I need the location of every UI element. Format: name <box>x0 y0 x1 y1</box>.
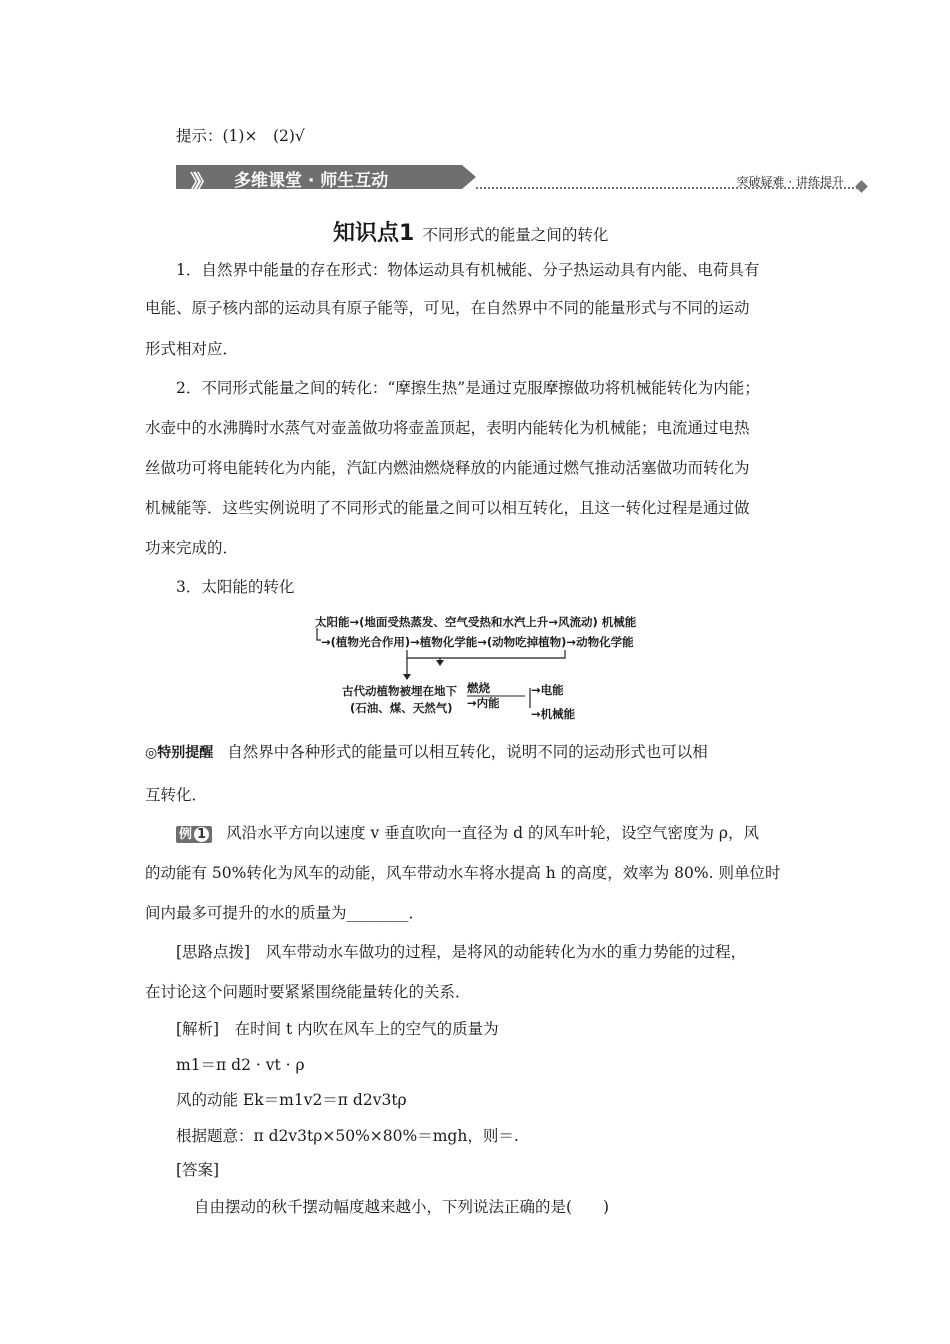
answer-label: [答案] <box>176 1161 220 1179</box>
banner-subtitle: 突破疑难 · 讲练提升 <box>736 175 844 189</box>
banner-bar <box>176 165 462 194</box>
para2-line5: 功来完成的． <box>145 539 239 557</box>
para1-line1: 1．自然界中能量的存在形式：物体运动具有机械能、分子热运动具有内能、电荷具有 <box>176 261 760 279</box>
target-icon: ◎ <box>145 745 158 761</box>
diamond-icon <box>855 180 868 193</box>
thinking-line2: 在讨论这个问题时要紧紧围绕能量转化的关系． <box>145 983 471 1001</box>
example-badge-label: 例 <box>179 827 193 842</box>
analysis-formula2: 风的动能 Ek＝m1v2＝π d2v3tρ <box>176 1091 407 1109</box>
para2-line3: 丝做功可将电能转化为内能，汽缸内燃油燃烧释放的内能通过燃气推动活塞做功而转化为 <box>145 459 750 477</box>
special-tip-line1 <box>145 742 815 763</box>
thinking-line1: [思路点拨] 风车带动水车做功的过程，是将风的动能转化为水的重力势能的过程， <box>176 943 747 961</box>
para1-line3: 形式相对应． <box>145 340 239 358</box>
para1-line2: 电能、原子核内部的运动具有原子能等，可见，在自然界中不同的能量形式与不同的运动 <box>145 299 750 317</box>
hint-line: 提示：(1)× (2)√ <box>176 127 305 145</box>
analysis-line1: [解析] 在时间 t 内吹在风车上的空气的质量为 <box>176 1020 499 1038</box>
banner-title: 多维课堂 · 师生互动 <box>234 171 389 191</box>
analysis-formula1: m1＝π d2 · vt · ρ <box>176 1056 305 1074</box>
example-badge <box>176 826 212 843</box>
para2-line2: 水壶中的水沸腾时水蒸气对壶盖做功将壶盖顶起，表明内能转化为机械能；电流通过电热 <box>145 419 750 437</box>
diagram-internal-energy: →内能 <box>467 696 500 710</box>
chevron-right-icon: 》》 <box>190 170 208 194</box>
knowledge-point-title: 不同形式的能量之间的转化 <box>422 226 609 244</box>
diagram-mechanical-energy: →机械能 <box>531 707 576 721</box>
para3-heading: 3．太阳能的转化 <box>176 578 295 596</box>
example-line2: 的动能有 50%转化为风车的动能，风车带动水车将水提高 h 的高度，效率为 80%. 则单位时 <box>145 864 781 882</box>
special-tip-line2: 互转化． <box>145 786 208 804</box>
para2-line4: 机械能等．这些实例说明了不同形式的能量之间可以相互转化，且这一转化过程是通过做 <box>145 499 750 517</box>
knowledge-point-label: 知识点1 <box>333 221 415 246</box>
analysis-formula3: 根据题意：π d2v3tρ×50%×80%＝mgh，则＝. <box>176 1127 519 1145</box>
diagram-fossil-line2: (石油、煤、天然气) <box>350 701 453 715</box>
diagram-burn-label: 燃烧 <box>467 681 490 695</box>
section-banner <box>176 165 866 193</box>
question-text: 自由摆动的秋千摆动幅度越来越小，下列说法正确的是( ) <box>194 1198 610 1216</box>
solar-energy-diagram <box>315 612 675 724</box>
example-text: 风沿水平方向以速度 v 垂直吹向一直径为 d 的风车叶轮，设空气密度为 ρ，风 <box>226 824 759 842</box>
example-line1 <box>176 823 846 843</box>
diagram-row1: 太阳能→(地面受热蒸发、空气受热和水汽上升→风流动) 机械能 <box>315 615 637 629</box>
example-badge-number: 1 <box>194 827 209 842</box>
special-tip-text: 自然界中各种形式的能量可以相互转化，说明不同的运动形式也可以相 <box>227 743 708 761</box>
example-line3: 间内最多可提升的水的质量为________． <box>145 904 425 922</box>
diagram-electric-energy: →电能 <box>531 683 564 697</box>
diagram-fossil-line1: 古代动植物被埋在地下 <box>342 684 457 698</box>
para2-line1: 2．不同形式能量之间的转化：“摩擦生热”是通过克服摩擦做功将机械能转化为内能； <box>176 379 760 397</box>
knowledge-point-heading <box>333 216 608 247</box>
special-tip-label: 特别提醒 <box>157 745 214 761</box>
diagram-row2: →(植物光合作用)→植物化学能→(动物吃掉植物)→动物化学能 <box>321 635 634 649</box>
